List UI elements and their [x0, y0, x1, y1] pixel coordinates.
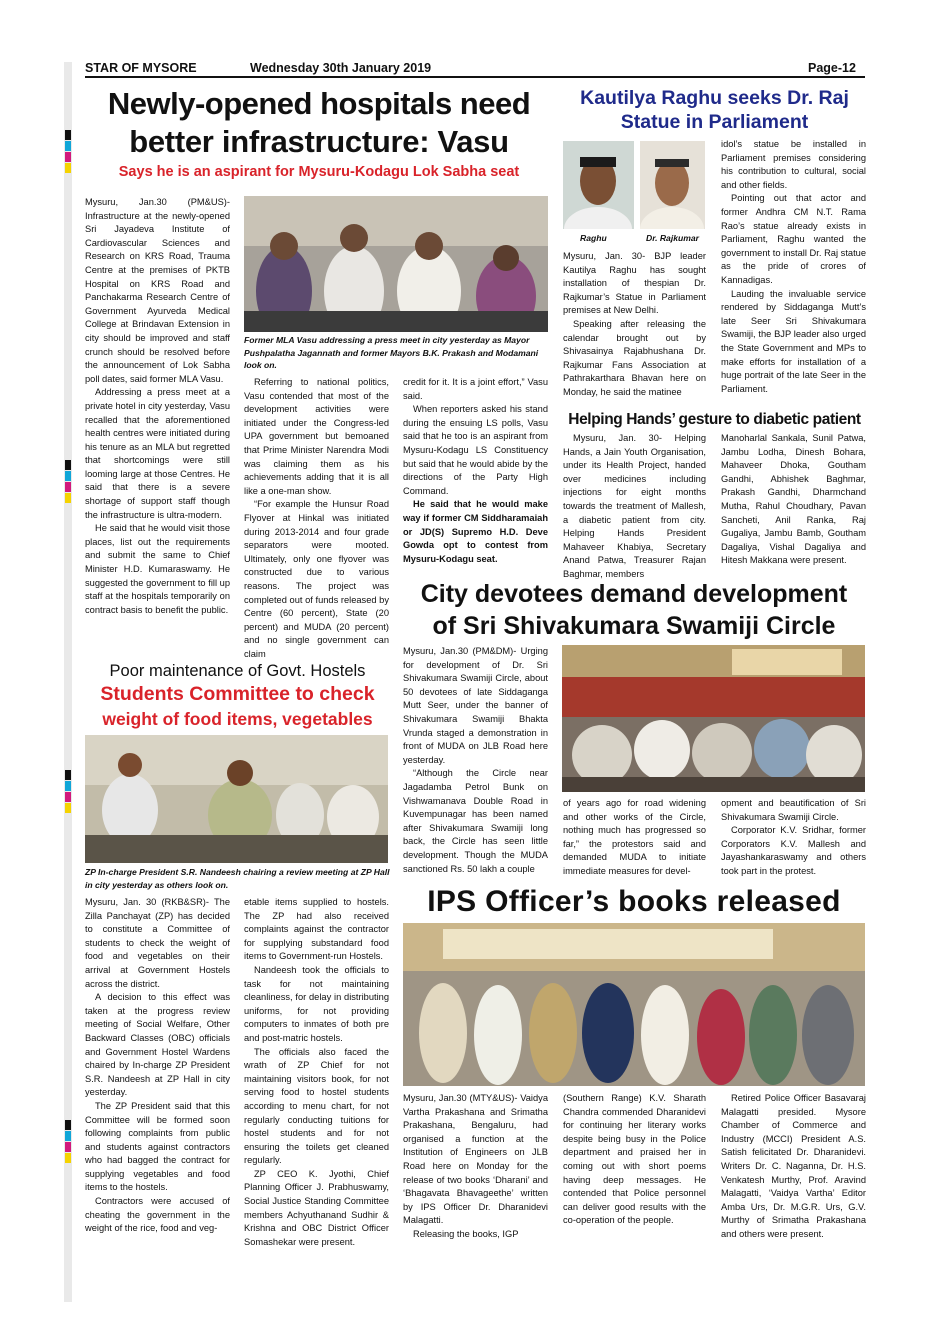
raghu-col2 — [721, 138, 866, 396]
review-meeting-photo — [85, 735, 388, 863]
paragraph: A decision to this effect was taken at the progress review meeting of Social Welfare, Other Backward Classes (OBC) officials and Government Hostel Wardens chaired by In-charge ZP President S.R. Nandeesh at ZP Hall in city yesterday. — [85, 992, 230, 1098]
hostels-kicker: Poor maintenance of Govt. Hostels — [109, 662, 366, 680]
circle-col1 — [403, 645, 548, 876]
paragraph: Mysuru, Jan. 30- Helping Hands, a Jain Youth Organisation, under its Health Project, handed over medicines including injections for eight months towards the treatment of Mallesh, a diabetic patient from city. Helping Hands President Mahaveer Khabiya, Secretary Anand Patwa, Treasurer Rajan Baghmar, members — [563, 433, 706, 579]
book-release-photo — [403, 923, 865, 1086]
masthead-rule — [85, 76, 865, 78]
registration-strip — [64, 62, 72, 1302]
circle-headline-1: City devotees demand development — [420, 580, 848, 608]
circle-col3 — [721, 797, 866, 879]
masthead-paper: STAR OF MYSORE — [85, 61, 197, 75]
paragraph: Manoharlal Sankala, Sunil Patwa, Jambu Lodha, Dinesh Bohara, Mahaveer Dhoka, Goutham Gandhi, Abhishek Baghmar, Prakash Gandhi, Dharmchand Mutha, Rahul Choudhary, Pavan Sancheti, Anil Ranka, Raj Gugaliya, Jambu Bamb, Goutham Dagaliya, Vishal Dagaliya and Hitesh Makkana were present. — [721, 433, 866, 566]
paragraph: Contractors were accused of cheating the government in the weight of the rice, food and veg- — [85, 1196, 230, 1234]
press-meet-photo — [244, 196, 548, 332]
raghu-col1 — [563, 250, 706, 400]
hostels-col2 — [244, 896, 389, 1249]
review-meeting-caption: ZP In-charge President S.R. Nandeesh chairing a review meeting at ZP Hall in city yesterday as others look on. — [85, 867, 390, 890]
color-mark — [65, 1120, 71, 1130]
paragraph-bold: He said that he would make way if former CM Siddharamaiah or JD(S) Supremo H.D. Deve Gowda opt to contest from Mysuru-Kodagu seat. — [403, 499, 548, 564]
color-mark — [65, 1153, 71, 1163]
helping-headline: Helping Hands’ gesture to diabetic patient — [568, 411, 861, 428]
hostels-headline-1: Students Committee to check — [100, 683, 375, 705]
paragraph: Nandeesh took the officials to task for not maintaining cleanliness, for delay in distributing uniforms, for not providing computers to inmates of both pre and post-matric hostels. — [244, 964, 389, 1043]
hospitals-col1 — [85, 196, 230, 617]
paragraph: ZP CEO K. Jyothi, Chief Planning Officer J. Prabhuswamy, Social Justice Standing Committee members Achyuthanand Sudhir & Krishna and OBC District Officer Somashekar were present. — [244, 1168, 389, 1247]
paragraph: etable items supplied to hostels. The ZP had also received complaints against the contractor for supplying substandard food items to Government-run Hostels. — [244, 897, 389, 962]
color-mark — [65, 781, 71, 791]
color-mark — [65, 130, 71, 140]
circle-headline-2: of Sri Shivakumara Swamiji Circle — [432, 612, 836, 640]
paragraph: The officials also faced the wrath of ZP Chief for not maintaining visitors book, for not serving food to hostel students according to menu chart, for not regularly conducting tuitions for hostel students and for not ensuring the toilets get cleaned regularly. — [244, 1046, 389, 1166]
paragraph: Mysuru, Jan.30 (MTY&US)- Vaidya Vartha Prakashana and Srimatha Prakashana, Bengaluru, had organised a function at the Institution of Engineers on JLB Road here on Monday for the release of two books ‘Dharani’ and ‘Bhagavata Bhavageethe’ written by IPS Officer Dr. Dharanidevi Malagatti. — [403, 1093, 548, 1226]
masthead-date: Wednesday 30th January 2019 — [250, 61, 432, 75]
hospitals-col3 — [403, 376, 548, 566]
masthead-page: Page-12 — [808, 61, 856, 75]
color-mark — [65, 141, 71, 151]
hospitals-col2 — [244, 376, 389, 661]
paragraph: When reporters asked his stand during the ensuing LS polls, Vasu said that he too is an aspirant from Mysuru-Kodagu LS Constituency but said that he would abide by the directions of the Party High Command. — [403, 404, 548, 496]
color-mark — [65, 471, 71, 481]
raghu-headline: Kautilya Raghu seeks Dr. Raj Statue in Parliament — [580, 87, 849, 133]
paragraph: The ZP President said that this Committee will be formed soon following complaints from public and students against contractors who had bagged the contract for supplying vegetables and food items to the hostels. — [85, 1100, 230, 1193]
hospitals-headline-2: better infrastructure: Vasu — [129, 124, 509, 159]
press-meet-caption: Former MLA Vasu addressing a press meet in city yesterday as Mayor Pushpalatha Jagannath and former Mayors B.K. Prakash and Modamani look on. — [244, 335, 539, 370]
helping-col1 — [563, 432, 706, 582]
color-mark — [65, 152, 71, 162]
rajkumar-photo-caption: Dr. Rajkumar — [646, 233, 700, 243]
paragraph: Mysuru, Jan. 30 (RKB&SR)- The Zilla Panchayat (ZP) has decided to constitute a Committee of students to check the weight of food and vegetables on their arrival at Government Hostels across the district. — [85, 897, 230, 989]
ips-col2 — [563, 1092, 706, 1228]
paragraph: Mysuru, Jan. 30- BJP leader Kautilya Raghu has sought installation of thespian Dr. Rajkumar’s Statue in Parliament premises at New Delhi. — [563, 251, 706, 316]
paragraph: Mysuru, Jan.30 (PM&DM)- Urging for development of Dr. Sri Shivakumara Swamiji Circle, about 50 devotees of late Siddaganga Mutt Seer, under the banner of Shivakumara Swamiji Bhakta Vrunda staged a demonstration in front of MUDA on JLB Road here yesterday. — [403, 646, 548, 765]
raghu-photo-caption: Raghu — [580, 233, 607, 243]
paragraph: Corporator K.V. Sridhar, former Corporators K.V. Mallesh and Jayashankaraswamy and others took part in the protest. — [721, 825, 866, 876]
paragraph: credit for it. It is a joint effort,” Vasu said. — [403, 377, 548, 401]
paragraph: (Southern Range) K.V. Sharath Chandra commended Dharanidevi for continuing her literary works despite being busy in the Police department and praised her in coming out with short poems having deep messages. He contended that Police personnel can deliver good results with the co-operation of the people. — [563, 1093, 706, 1226]
color-mark — [65, 770, 71, 780]
paragraph: Retired Police Officer Basavaraj Malagatti presided. Mysore Chamber of Commerce and Industry (MCCI) President A.S. Satish felicitated Dr. Dharanidevi. Writers Dr. C. Naganna, Dr. H.S. Venkatesh Murthy, Prof. Aravind Malagatti, ‘Vaidya Vartha’ Editor Amba Urs, Dr. M.G.R. Urs, G.V. Murthy of Srimatha Prakashana and others were present. — [721, 1093, 866, 1239]
paragraph: Referring to national politics, Vasu contended that most of the development activities were initiated under the Congress-led UPA government but bemoaned that Prime Minister Narendra Modi was claiming them as his achievements adding that it is all like a one-man show. — [244, 377, 389, 496]
color-mark — [65, 1142, 71, 1152]
paragraph: Releasing the books, IGP — [413, 1228, 519, 1239]
paragraph: Mysuru, Jan.30 (PM&US)- Infrastructure at the newly-opened Sri Jayadeva Institute of Cardiovascular Sciences and Research on KRS Road, Trauma Centre at the premises of PKTB Hospital on KRS Road and Panchakarma Research Centre of Government Ayurveda Medical College at Brindavan Extension in city should be improved and staff crunch should be resolved before the announcement of Lok Sabha poll dates, said former MLA Vasu. — [85, 197, 230, 384]
hospitals-headline-1: Newly-opened hospitals need — [107, 86, 531, 121]
paragraph: “For example the Hunsur Road Flyover at Hinkal was initiated during 2013-2014 and four grade separators were mooted. Ultimately, only one flyover was constructed due to various reasons. The project was completed out of funds released by Centre (60 percent), State (20 percent) and MUDA (20 percent) and no single government can claim — [244, 499, 389, 659]
paragraph: of years ago for road widening and other works of the Circle, nothing much has progressed so far,” the protestors said and demanded MUDA to initiate immediate measures for devel- — [563, 798, 706, 876]
protest-photo — [562, 645, 865, 792]
color-mark — [65, 792, 71, 802]
color-mark — [65, 460, 71, 470]
raghu-photo — [563, 141, 634, 229]
paragraph: idol’s statue be installed in Parliament premises considering his contribution to cultural, social and other fields. — [721, 139, 866, 190]
circle-col2 — [563, 797, 706, 879]
hospitals-subhead: Says he is an aspirant for Mysuru-Kodagu Lok Sabha seat — [118, 164, 520, 180]
color-mark — [65, 1131, 71, 1141]
rajkumar-photo — [640, 141, 705, 229]
ips-col1 — [403, 1092, 548, 1242]
paragraph: Pointing out that actor and former Andhra CM N.T. Rama Rao’s statue already exists in Parliament, Raghu wanted the government to install Dr. Raj statue as the pride of crores of Kannadigas. — [721, 193, 866, 285]
paragraph: Lauding the invaluable service rendered by Siddaganga Mutt’s late Seer Sri Shivakumara Swamiji, the BJP leader also urged the State Government and MPs to make efforts for installation of a huge portrait of the late Seer in the Parliament. — [721, 288, 866, 394]
ips-headline: IPS Officer’s books released — [427, 885, 841, 918]
paragraph: Speaking after releasing the calendar brought out by Shivasainya Rajabhushana Dr. Rajkumar Fans Association at Pathrakarthara Bhavan here on Monday, he said the matinee — [563, 318, 706, 397]
hostels-headline-2: weight of food items, vegetables — [102, 709, 373, 729]
paragraph: opment and beautification of Sri Shivakumara Swamiji Circle. — [721, 798, 866, 822]
helping-col2 — [721, 432, 866, 568]
hostels-col1 — [85, 896, 230, 1236]
paragraph: He said that he would visit those places, list out the requirements and submit the same to Chief Minister H.D. Kumaraswamy. He suggested the government to fill up staff at the hospitals temporarily on contract basis to benefit the public. — [85, 523, 230, 615]
color-mark — [65, 803, 71, 813]
paragraph: Addressing a press meet at a private hotel in city yesterday, Vasu recalled that the aforementioned health centres were initiated during his tenure as an MLA but regretted that shortcomings were still looming large at those Centres. He said that there is a severe shortage of support staff though the infrastructure is ultra-modern. — [85, 387, 230, 520]
color-mark — [65, 493, 71, 503]
paragraph: “Although the Circle near Jagadamba Petrol Bunk on Vishwamanava Double Road in Kuvempunagar has been named after Shivakumara Swamiji long back, the Circle has seen little development. Though the MUDA sanctioned Rs. 50 lakh a couple — [403, 768, 548, 874]
ips-col3 — [721, 1092, 866, 1242]
color-mark — [65, 163, 71, 173]
color-mark — [65, 482, 71, 492]
